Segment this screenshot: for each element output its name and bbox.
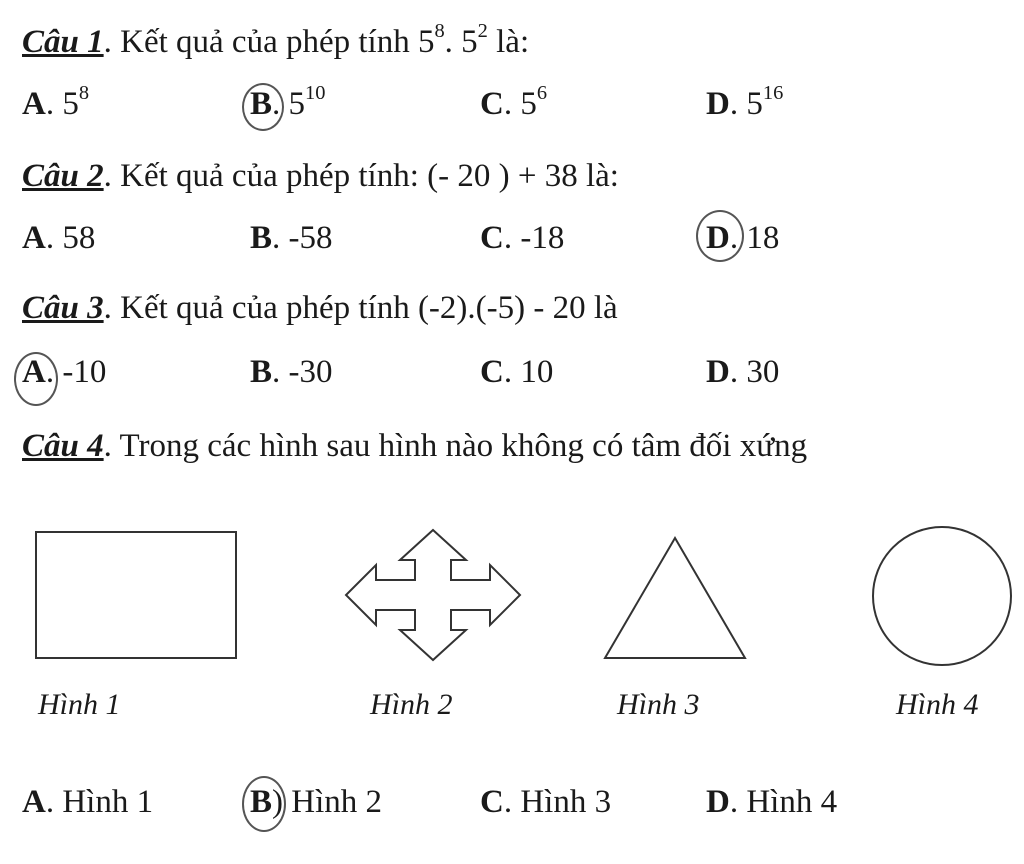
q2-option-d[interactable]: D. 18 [706,220,780,256]
q3-option-b[interactable]: B. -30 [250,354,333,390]
q1-option-a[interactable]: A. $5^8$ [22,81,90,122]
figure-2-caption: Hình 2 [370,688,453,721]
q4-option-b[interactable]: B) Hình 2 [250,784,383,820]
q1-option-c[interactable]: C. $5^6$ [480,81,548,122]
rectangle-figure [36,532,236,658]
figure-1-caption: Hình 1 [38,688,121,721]
q1-option-d[interactable]: D. $5^{16}$ [706,81,784,122]
question-3-prompt: Câu 3. Kết quả của phép tính (-2).(-5) - 20 là [22,290,618,326]
q3-option-d[interactable]: D. 30 [706,354,780,390]
q4-option-a[interactable]: A. Hình 1 [22,784,154,820]
q4-option-c[interactable]: C. Hình 3 [480,784,612,820]
triangle-figure [605,538,745,658]
question-1-label: Câu 1 [22,24,104,60]
q1-option-b[interactable]: B. $5^{10}$ [250,81,326,122]
question-4-prompt: Câu 4. Trong các hình sau hình nào không có tâm đối xứng [22,428,808,464]
question-2-prompt: Câu 2. Kết quả của phép tính: (- 20 ) + 38 là: [22,158,619,194]
question-1-prompt: Câu 1. Kết quả của phép tính $5^8$. $5^2$ là: [22,19,530,60]
four-arrow-cross-figure [346,530,520,660]
question-4-label: Câu 4 [22,428,104,464]
q3-option-c[interactable]: C. 10 [480,354,554,390]
q3-option-a[interactable]: A. -10 [22,354,107,390]
q4-option-d[interactable]: D. Hình 4 [706,784,838,820]
figure-3-caption: Hình 3 [617,688,700,721]
figure-4-caption: Hình 4 [896,688,979,721]
circle-figure [873,527,1011,665]
q2-option-b[interactable]: B. -58 [250,220,333,256]
q2-option-c[interactable]: C. -18 [480,220,565,256]
answer-mark-circle [242,776,286,832]
q2-option-a[interactable]: A. 58 [22,220,96,256]
question-2-label: Câu 2 [22,158,104,194]
question-3-label: Câu 3 [22,290,104,326]
